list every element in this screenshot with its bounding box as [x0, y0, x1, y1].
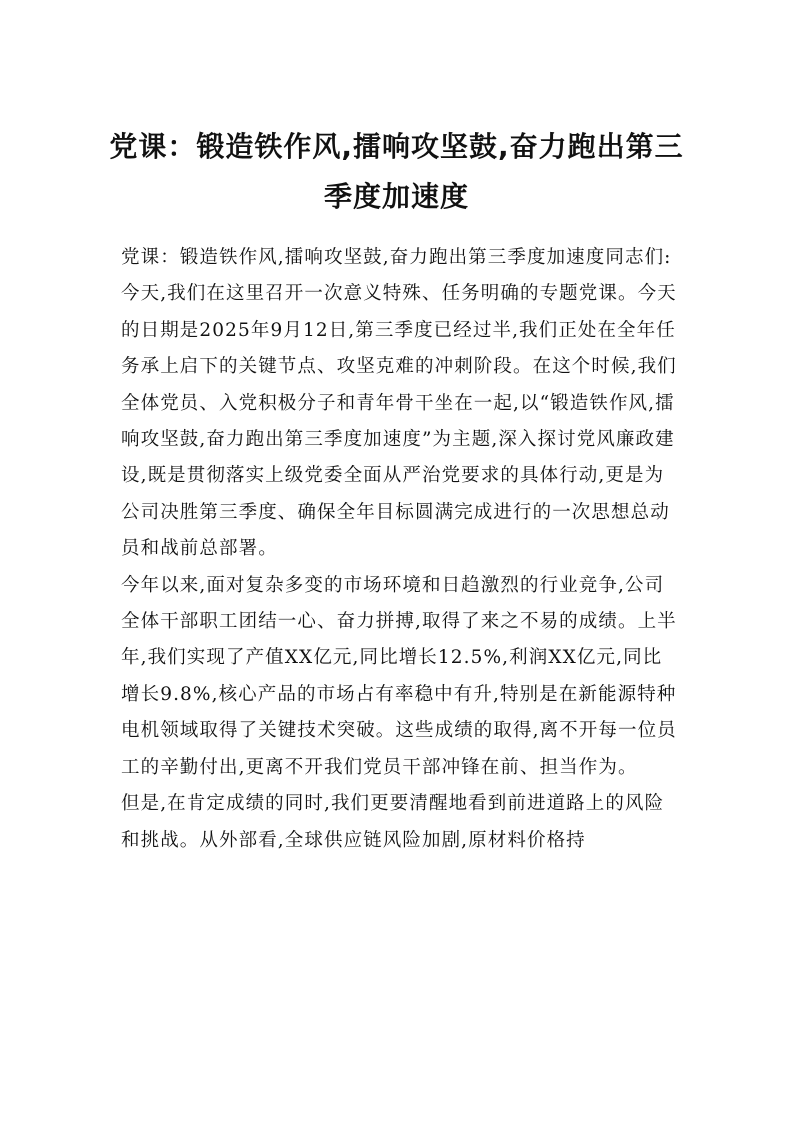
paragraph-2: 今天,我们在这里召开一次意义特殊、任务明确的专题党课。今天的日期是2025年9月12日,第三季度已经过半,我们正处在全年任务承上启下的关键节点、攻坚克难的冲刺阶段。在这个时候,我们全体党员、入党积极分子和青年骨干坐在一起,以“锻造铁作风,擂响攻坚鼓,奋力跑出第三季度加速度”为主题,深入探讨党风廉政建设,既是贯彻落实上级党委全面从严治党要求的具体行动,更是为公司决胜第三季度、确保全年目标圆满完成进行的一次思想总动员和战前总部署。	[121, 283, 677, 560]
document-title: 党课：锻造铁作风,擂响攻坚鼓,奋力跑出第三季度加速度	[109, 130, 684, 213]
paragraph-4: 但是,在肯定成绩的同时,我们更要清醒地看到前进道路上的风险和挑战。从外部看,全球供应链风险加剧,原材料价格持	[121, 793, 665, 851]
document-body	[121, 240, 677, 859]
paragraph-1: 党课：锻造铁作风,擂响攻坚鼓,奋力跑出第三季度加速度同志们:	[121, 247, 672, 268]
paragraph-3: 今年以来,面对复杂多变的市场环境和日趋激烈的行业竞争,公司全体干部职工团结一心、奋力拼搏,取得了来之不易的成绩。上半年,我们实现了产值XX亿元,同比增长12.5%,利润XX亿元,同比增长9.8%,核心产品的市场占有率稳中有升,特别是在新能源特种电机领域取得了关键技术突破。这些成绩的取得,离不开每一位员工的辛勤付出,更离不开我们党员干部冲锋在前、担当作为。	[121, 574, 677, 778]
